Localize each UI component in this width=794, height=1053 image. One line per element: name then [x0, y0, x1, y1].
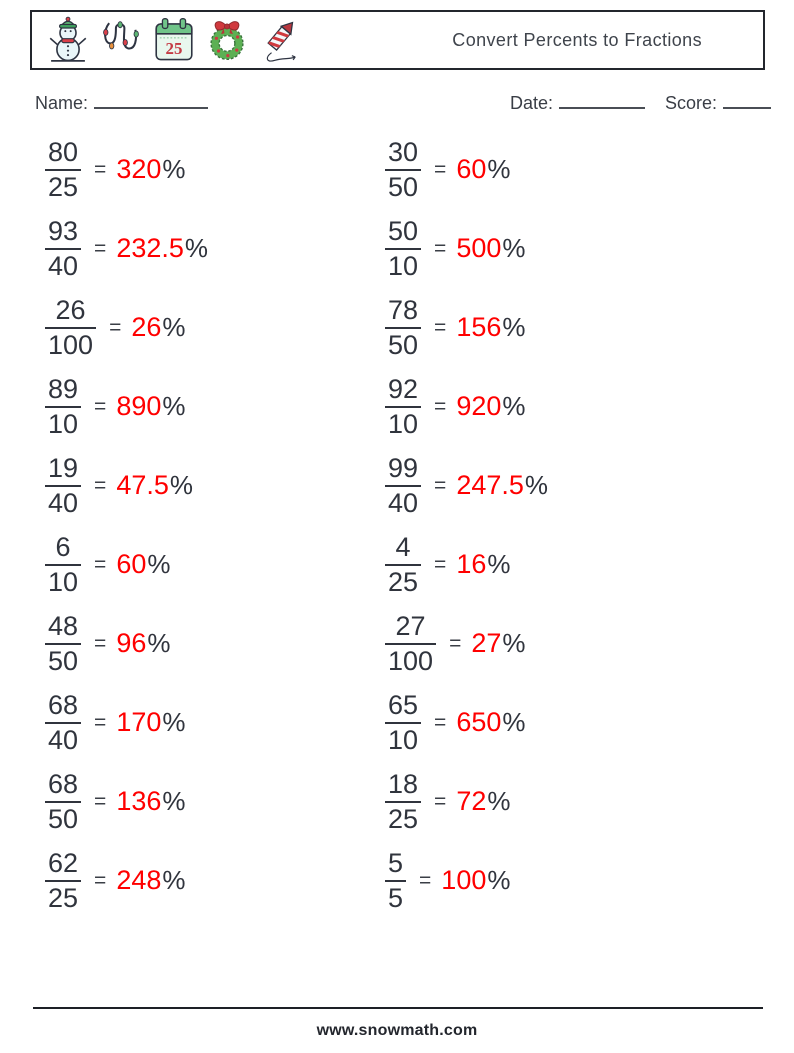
fraction — [45, 533, 81, 596]
fraction-denominator: 10 — [388, 408, 419, 439]
calendar-day-label: 25 — [165, 39, 183, 59]
answer-value: 47.5 — [116, 470, 169, 500]
fraction — [45, 375, 81, 438]
fraction-numerator: 92 — [388, 373, 419, 404]
fraction-numerator: 26 — [55, 294, 86, 325]
fraction-numerator: 78 — [388, 294, 419, 325]
score-field — [665, 92, 771, 114]
fraction-numerator: 48 — [48, 610, 79, 641]
fraction-bar — [45, 880, 81, 882]
fraction — [385, 217, 421, 280]
fraction-denominator: 25 — [48, 171, 79, 202]
answer-value: 60 — [116, 549, 147, 579]
fraction-denominator: 5 — [388, 882, 404, 913]
equals-sign: = — [434, 552, 447, 576]
fraction-denominator: 50 — [48, 803, 79, 834]
fraction-bar — [45, 406, 81, 408]
header-icons — [38, 16, 302, 64]
fraction-denominator: 100 — [388, 645, 434, 676]
equals-sign: = — [434, 789, 447, 813]
percent-sign: % — [502, 707, 526, 737]
answer-value: 136 — [116, 786, 162, 816]
score-blank-line[interactable] — [723, 92, 771, 109]
fraction-bar — [45, 801, 81, 803]
equals-sign: = — [94, 157, 107, 181]
percent-sign: % — [162, 312, 186, 342]
problem-right-1 — [385, 130, 765, 209]
fraction-numerator: 68 — [48, 768, 79, 799]
fraction-numerator: 5 — [388, 847, 404, 878]
fraction — [385, 138, 421, 201]
wreath-icon — [205, 16, 249, 64]
fraction-denominator: 40 — [48, 250, 79, 281]
percent-sign: % — [147, 628, 171, 658]
answer-value: 96 — [116, 628, 147, 658]
fraction-numerator: 6 — [55, 531, 71, 562]
fraction — [45, 296, 96, 359]
fraction-denominator: 25 — [48, 882, 79, 913]
fraction-numerator: 18 — [388, 768, 419, 799]
answer-value: 920 — [456, 391, 502, 421]
problem-right-7 — [385, 604, 765, 683]
fraction — [45, 770, 81, 833]
fraction-numerator: 65 — [388, 689, 419, 720]
equals-sign: = — [449, 631, 462, 655]
problem-right-6 — [385, 525, 765, 604]
date-label: Date: — [510, 93, 554, 113]
fraction-denominator: 25 — [388, 566, 419, 597]
fraction-bar — [385, 406, 421, 408]
fraction-numerator: 89 — [48, 373, 79, 404]
problem-right-8 — [385, 683, 765, 762]
fraction-denominator: 100 — [48, 329, 94, 360]
fraction-bar — [385, 248, 421, 250]
fraction-bar — [385, 643, 436, 645]
fraction — [385, 454, 421, 517]
fraction-denominator: 10 — [388, 724, 419, 755]
fraction-numerator: 99 — [388, 452, 419, 483]
problem-left-6 — [45, 525, 385, 604]
fraction-bar — [385, 880, 406, 882]
answer-value: 16 — [456, 549, 487, 579]
fraction — [45, 217, 81, 280]
answer-value: 100 — [441, 865, 487, 895]
equals-sign: = — [434, 710, 447, 734]
problem-right-3 — [385, 288, 765, 367]
percent-sign: % — [169, 470, 193, 500]
problem-left-9 — [45, 762, 385, 841]
answer-value: 248 — [116, 865, 162, 895]
footer-divider — [33, 1007, 763, 1009]
percent-sign: % — [147, 549, 171, 579]
fraction — [385, 296, 421, 359]
calendar-25-icon — [152, 16, 196, 64]
score-label: Score: — [665, 93, 718, 113]
answer-value: 72 — [456, 786, 487, 816]
fraction-bar — [45, 248, 81, 250]
answer-value: 60 — [456, 154, 487, 184]
fraction-denominator: 50 — [388, 329, 419, 360]
problem-right-5 — [385, 446, 765, 525]
snowman-icon — [46, 16, 90, 64]
fraction-bar — [385, 564, 421, 566]
equals-sign: = — [94, 789, 107, 813]
worksheet-header — [30, 10, 765, 70]
percent-sign: % — [502, 233, 526, 263]
answer-value: 500 — [456, 233, 502, 263]
string-lights-icon — [99, 16, 143, 64]
student-info-row — [35, 92, 765, 118]
date-blank-line[interactable] — [559, 92, 645, 109]
name-label: Name: — [35, 93, 89, 113]
fraction — [45, 454, 81, 517]
fraction — [45, 691, 81, 754]
firecracker-icon — [258, 16, 302, 64]
answer-value: 156 — [456, 312, 502, 342]
fraction-denominator: 40 — [48, 487, 79, 518]
answer-value: 650 — [456, 707, 502, 737]
percent-sign: % — [162, 154, 186, 184]
problem-left-2 — [45, 209, 385, 288]
equals-sign: = — [94, 868, 107, 892]
equals-sign: = — [94, 394, 107, 418]
fraction-numerator: 4 — [395, 531, 411, 562]
fraction-denominator: 50 — [48, 645, 79, 676]
fraction-bar — [45, 327, 96, 329]
fraction-numerator: 93 — [48, 215, 79, 246]
equals-sign: = — [94, 236, 107, 260]
fraction-bar — [385, 327, 421, 329]
fraction — [385, 533, 421, 596]
fraction-bar — [385, 169, 421, 171]
equals-sign: = — [109, 315, 122, 339]
fraction — [385, 691, 421, 754]
percent-sign: % — [487, 786, 511, 816]
fraction — [385, 770, 421, 833]
footer-url: www.snowmath.com — [316, 1022, 478, 1039]
fraction-numerator: 62 — [48, 847, 79, 878]
percent-sign: % — [502, 312, 526, 342]
fraction-numerator: 68 — [48, 689, 79, 720]
fraction-denominator: 25 — [388, 803, 419, 834]
percent-sign: % — [502, 391, 526, 421]
problem-left-10 — [45, 841, 385, 920]
percent-sign: % — [162, 707, 186, 737]
problem-left-3 — [45, 288, 385, 367]
equals-sign: = — [434, 236, 447, 260]
fraction-numerator: 27 — [395, 610, 426, 641]
problem-left-1 — [45, 130, 385, 209]
percent-sign: % — [487, 549, 511, 579]
fraction-denominator: 40 — [388, 487, 419, 518]
answer-value: 247.5 — [456, 470, 524, 500]
equals-sign: = — [94, 710, 107, 734]
percent-sign: % — [487, 865, 511, 895]
equals-sign: = — [434, 157, 447, 181]
fraction-bar — [45, 169, 81, 171]
fraction-denominator: 10 — [48, 408, 79, 439]
percent-sign: % — [162, 865, 186, 895]
percent-sign: % — [162, 391, 186, 421]
problem-left-8 — [45, 683, 385, 762]
equals-sign: = — [94, 631, 107, 655]
answer-value: 232.5 — [116, 233, 184, 263]
fraction-bar — [45, 564, 81, 566]
equals-sign: = — [94, 473, 107, 497]
answer-value: 170 — [116, 707, 162, 737]
name-field — [35, 92, 208, 114]
fraction-bar — [385, 722, 421, 724]
percent-sign: % — [162, 786, 186, 816]
date-field — [510, 92, 645, 114]
fraction-bar — [45, 722, 81, 724]
answer-value: 27 — [471, 628, 502, 658]
fraction-bar — [45, 485, 81, 487]
problem-left-5 — [45, 446, 385, 525]
fraction-numerator: 50 — [388, 215, 419, 246]
answer-value: 890 — [116, 391, 162, 421]
fraction — [385, 612, 436, 675]
problem-right-10 — [385, 841, 765, 920]
fraction — [385, 375, 421, 438]
percent-sign: % — [487, 154, 511, 184]
fraction-bar — [385, 801, 421, 803]
problems-grid — [45, 130, 765, 920]
answer-value: 320 — [116, 154, 162, 184]
fraction-bar — [385, 485, 421, 487]
problem-right-2 — [385, 209, 765, 288]
percent-sign: % — [524, 470, 549, 500]
fraction-bar — [45, 643, 81, 645]
fraction-denominator: 10 — [48, 566, 79, 597]
equals-sign: = — [94, 552, 107, 576]
equals-sign: = — [434, 315, 447, 339]
equals-sign: = — [434, 473, 447, 497]
fraction-denominator: 40 — [48, 724, 79, 755]
fraction-numerator: 80 — [48, 136, 79, 167]
fraction — [385, 849, 406, 912]
percent-sign: % — [502, 628, 526, 658]
problem-left-4 — [45, 367, 385, 446]
name-blank-line[interactable] — [94, 92, 208, 109]
problem-right-4 — [385, 367, 765, 446]
problem-right-9 — [385, 762, 765, 841]
fraction-numerator: 30 — [388, 136, 419, 167]
fraction-denominator: 10 — [388, 250, 419, 281]
fraction — [45, 849, 81, 912]
equals-sign: = — [434, 394, 447, 418]
page-title: Convert Percents to Fractions — [452, 29, 702, 50]
answer-value: 26 — [131, 312, 162, 342]
percent-sign: % — [184, 233, 209, 263]
problem-left-7 — [45, 604, 385, 683]
equals-sign: = — [419, 868, 432, 892]
fraction — [45, 138, 81, 201]
fraction-numerator: 19 — [48, 452, 79, 483]
fraction — [45, 612, 81, 675]
fraction-denominator: 50 — [388, 171, 419, 202]
